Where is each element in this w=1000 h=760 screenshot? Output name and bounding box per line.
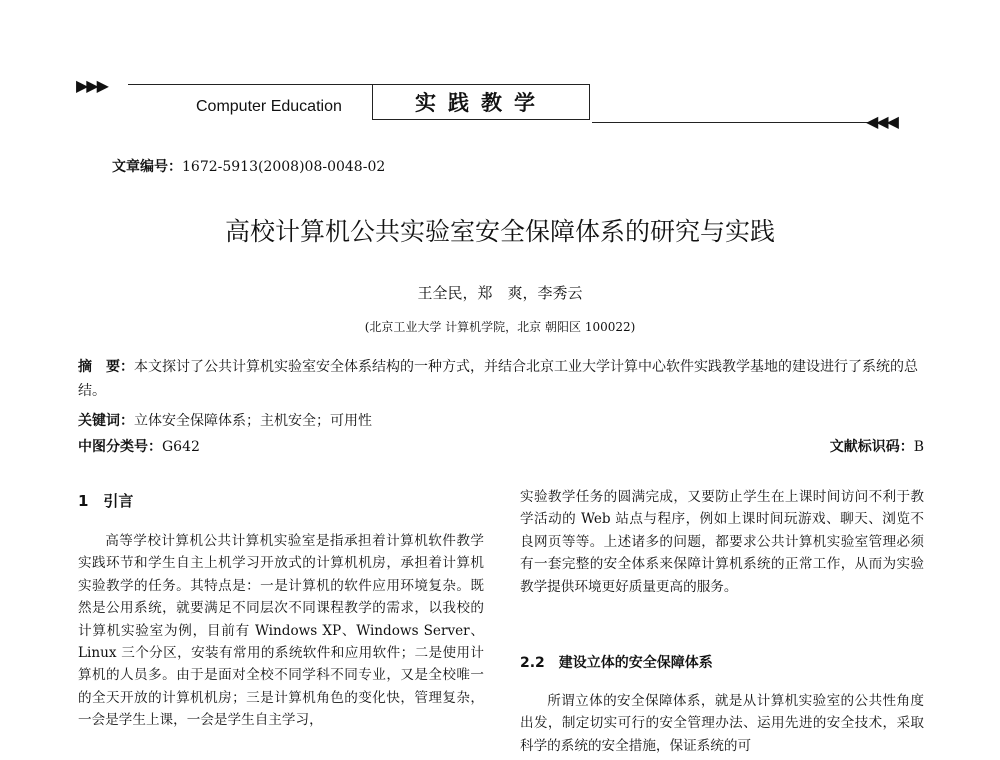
- right-column-paragraph-1: 实验教学任务的圆满完成，又要防止学生在上课时间访问不利于教学活动的 Web 站点与程序，例如上课时间玩游戏、聊天、浏览不良网页等等。上述诸多的问题，都要求公共计算机实验室管理必须有一套完整的安全体系来保障计算机系统的正常工作，从而为实验教学提供环境更好质量更高的服务。: [520, 489, 924, 595]
- section-label: 实践教学: [415, 91, 547, 115]
- classification: [78, 436, 200, 456]
- abstract-text: 本文探讨了公共计算机实验室安全体系结构的一种方式，并结合北京工业大学计算中心软件实践教学基地的建设进行了系统的总结。: [78, 359, 918, 399]
- header-arrows-right: ◀◀◀: [866, 112, 897, 131]
- document-id-label: 文献标识码：: [829, 439, 914, 455]
- right-column: [520, 486, 924, 598]
- header-rule-bottom: [592, 122, 878, 123]
- article-number-value: 1672-5913(2008)08-0048-02: [182, 159, 386, 175]
- classification-value: G642: [162, 439, 200, 455]
- section-label-box: [372, 84, 590, 120]
- keywords-text: 立体安全保障体系；主机安全；可用性: [134, 413, 372, 429]
- header-rule-top: [128, 84, 372, 85]
- authors: 王全民，郑 爽，李秀云: [417, 284, 583, 302]
- article-number: [112, 156, 385, 176]
- journal-name: Computer Education: [196, 98, 342, 115]
- document-id-value: B: [913, 439, 924, 455]
- keywords: [78, 410, 372, 430]
- paper-title: 高校计算机公共实验室安全保障体系的研究与实践: [224, 217, 775, 246]
- section-1-paragraph: 高等学校计算机公共计算机实验室是指承担着计算机软件教学实践环节和学生自主上机学习开放式的计算机机房，承担着计算机实验教学的任务。其特点是：一是计算机的软件应用环境复杂。既然是公用系统，就要满足不同层次不同课程教学的需求，以我校的计算机实验室为例，目前有 Windows XP、Windows Server、Linux 三个分区，安装有常用的系统软件和应用软件；二是使用计算机的人员多。由于是面对全校不同学科不同专业，又是全校唯一的全天开放的计算机机房；三是计算机角色的变化快，管理复杂，一会是学生上课，一会是学生自主学习，: [78, 533, 484, 729]
- section-2-2-heading: [520, 652, 713, 672]
- abstract: [78, 355, 924, 403]
- article-number-label: 文章编号：: [112, 159, 182, 175]
- abstract-label: 摘 要：: [78, 359, 134, 375]
- section-1-heading-text: 1 引言: [78, 492, 134, 510]
- header-arrows-left: ▶▶▶: [76, 76, 107, 95]
- keywords-label: 关键词：: [78, 413, 134, 429]
- section-2-2-heading-text: 2.2 建设立体的安全保障体系: [520, 655, 713, 671]
- affiliation: (北京工业大学 计算机学院，北京 朝阳区 100022): [364, 320, 636, 334]
- classification-label: 中图分类号：: [78, 439, 162, 455]
- document-id: [796, 436, 924, 456]
- right-column-2: [520, 690, 924, 757]
- right-column-paragraph-2: 所谓立体的安全保障体系，就是从计算机实验室的公共性角度出发，制定切实可行的安全管理办法、运用先进的安全技术，采取科学的系统的安全措施，保证系统的可: [520, 693, 924, 754]
- left-column: [78, 530, 484, 732]
- section-1-heading: [78, 490, 133, 511]
